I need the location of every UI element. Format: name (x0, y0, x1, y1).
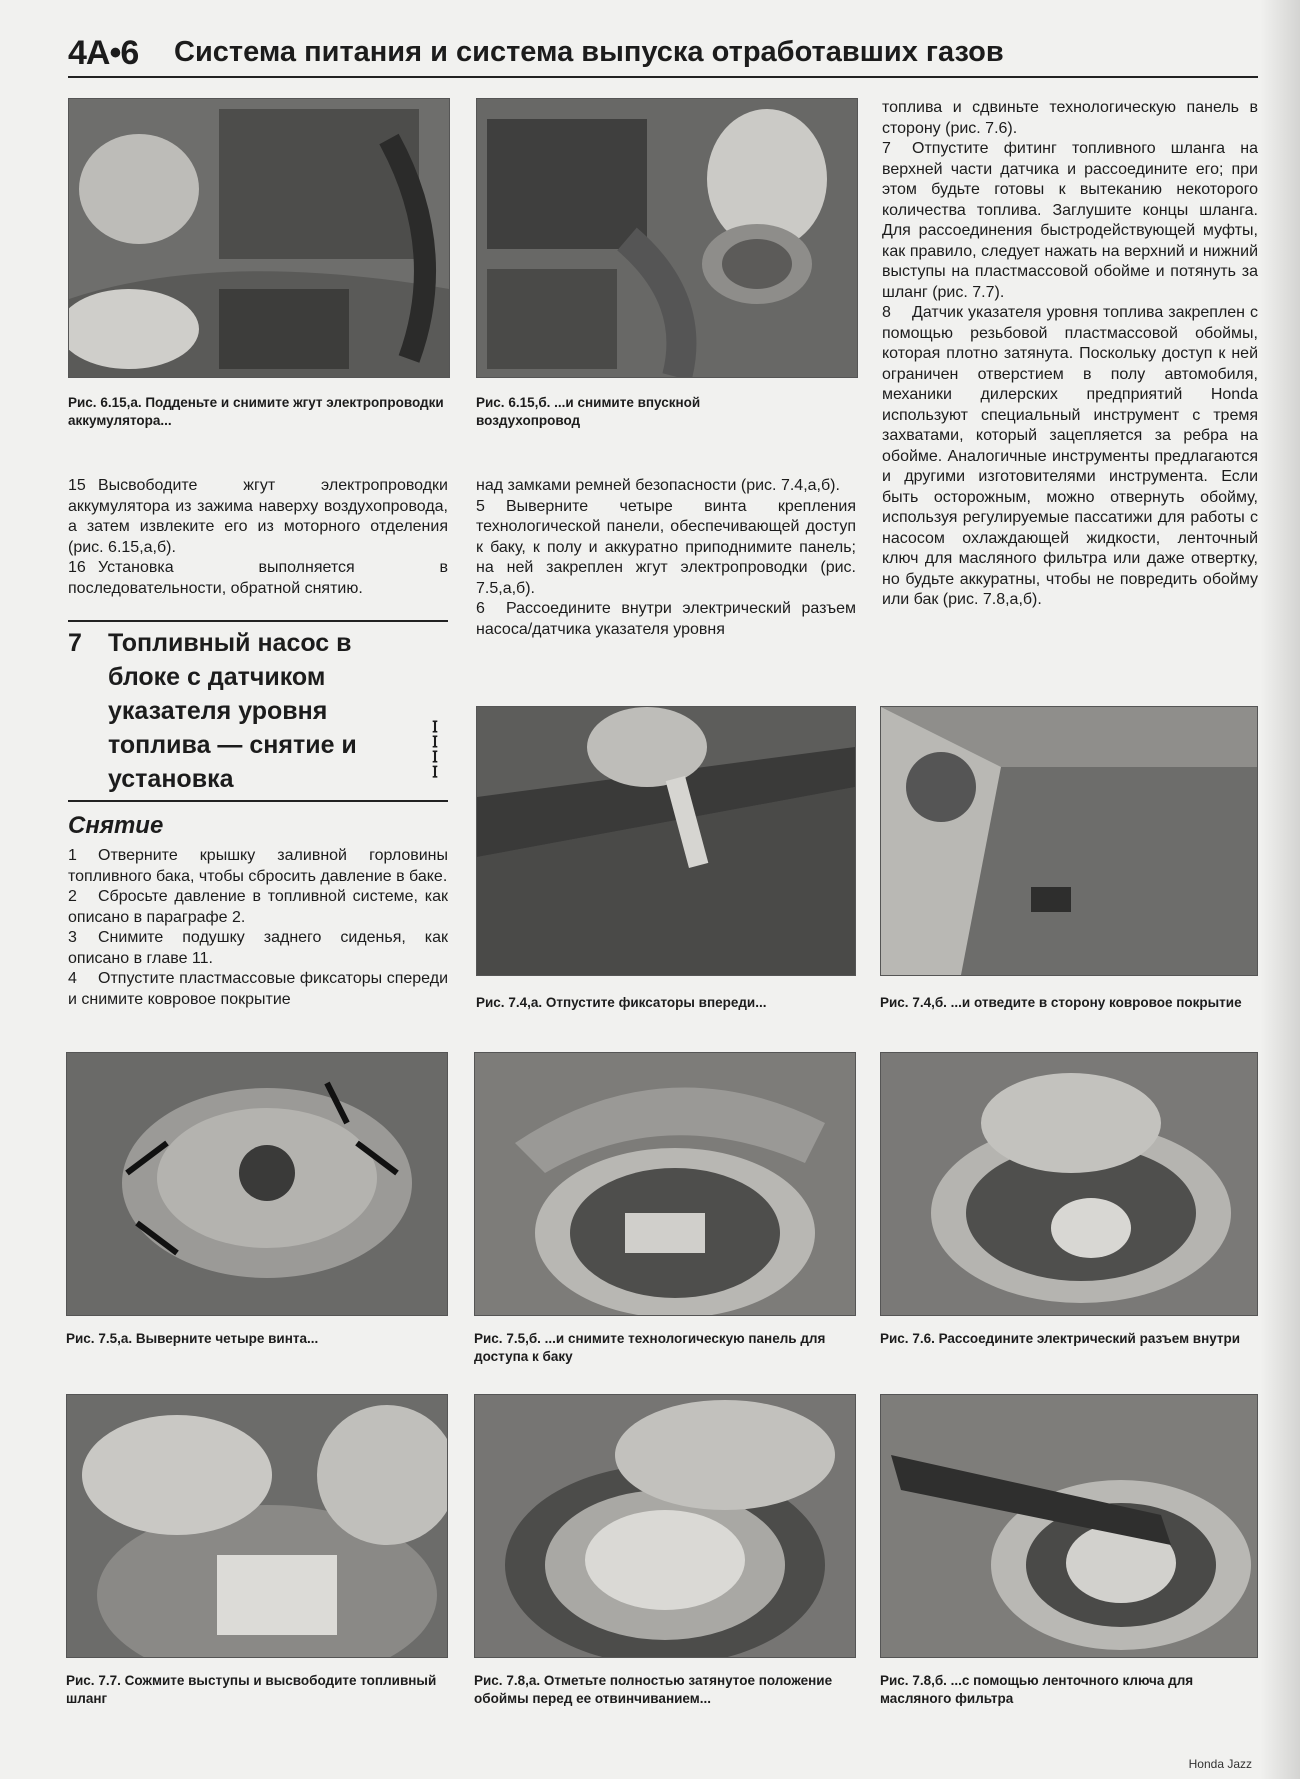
section-divider-top (68, 620, 448, 622)
step-7: Отпустите фитинг топливного шланга на верхней части датчика и рассоедините его; при этом будьте готовы к вытеканию некоторого количества топлива. Заглушите концы шланга. Для рассоединения быстродействующей муфты, как правило, следует нажать на верхний и нижний выступы на пластмассовой обойме и потянуть за шланг (рис. 7.7). (882, 140, 1258, 301)
section-title: Топливный насос в блоке с датчиком указателя уровня топлива — снятие и установка (108, 629, 357, 793)
step-1: Отверните крышку заливной горловины топливного бака, чтобы сбросить давление в баке. (68, 847, 448, 885)
step-number: 16 (68, 559, 86, 576)
step-number: 8 (882, 304, 891, 321)
step-number: 7 (882, 140, 891, 157)
caption-fig-6-15b: Рис. 6.15,б. ...и снимите впускной воздухопровод (476, 395, 701, 428)
footer-mark: Honda Jazz (1188, 1757, 1252, 1771)
photo-7-4b (880, 706, 1258, 976)
section-divider-bottom (68, 800, 448, 802)
photo-7-8a (474, 1394, 856, 1658)
col3-text (882, 98, 1258, 611)
step-4: Отпустите пластмассовые фиксаторы спереди и снимите ковровое покрытие (68, 970, 448, 1008)
step-2: Сбросьте давление в топливной системе, как описано в параграфе 2. (68, 888, 448, 926)
caption-fig-7-7: Рис. 7.7. Сожмите выступы и высвободите топливный шланг (66, 1673, 437, 1706)
caption-fig-6-15a: Рис. 6.15,а. Подденьте и снимите жгут электропроводки аккумулятора... (68, 395, 444, 428)
caption-fig-7-4a: Рис. 7.4,а. Отпустите фиксаторы впереди... (476, 995, 767, 1010)
photo-7-6 (880, 1052, 1258, 1316)
photo-7-4a (476, 706, 856, 976)
caption-fig-7-4b: Рис. 7.4,б. ...и отведите в сторону ковровое покрытие (880, 995, 1242, 1010)
photo-7-7 (66, 1394, 448, 1658)
col1-text-top (68, 476, 448, 599)
caption-fig-7-5a: Рис. 7.5,а. Выверните четыре винта... (66, 1331, 319, 1346)
step-6-continued: топлива и сдвиньте технологическую панель в сторону (рис. 7.6). (882, 99, 1258, 137)
subheading-removal: Снятие (68, 812, 164, 839)
page-header (68, 30, 1258, 78)
step-6: Рассоедините внутри электрический разъем насоса/датчика указателя уровня (476, 600, 856, 638)
photo-7-8b (880, 1394, 1258, 1658)
step-number: 6 (476, 600, 485, 617)
photo-6-15b (476, 98, 858, 378)
step-number: 4 (68, 970, 77, 987)
step-number: 2 (68, 888, 77, 905)
caption-fig-7-8a: Рис. 7.8,а. Отметьте полностью затянутое положение обоймы перед ее отвинчиванием... (474, 1673, 833, 1706)
section-number: 7 (68, 629, 82, 657)
col2-text (476, 476, 856, 640)
difficulty-icon: ꟷꟷꟷꟷ (425, 720, 442, 781)
photo-7-5a (66, 1052, 448, 1316)
step-16: Установка выполняется в последовательности, обратной снятию. (68, 559, 448, 597)
col1-steps (68, 846, 448, 1010)
page-title: Система питания и система выпуска отработавших газов (174, 36, 1004, 68)
photo-6-15a (68, 98, 450, 378)
caption-fig-7-5b: Рис. 7.5,б. ...и снимите технологическую панель для доступа к баку (474, 1331, 826, 1364)
step-number: 3 (68, 929, 77, 946)
step-3: Снимите подушку заднего сиденья, как описано в главе 11. (68, 929, 448, 967)
step-5: Выверните четыре винта крепления технологической панели, обеспечивающей доступ к баку, к полу и аккуратно приподнимите панель; на ней закреплен жгут электропроводки (рис. 7.5,а,б). (476, 497, 856, 597)
step-number: 1 (68, 847, 77, 864)
photo-7-5b (474, 1052, 856, 1316)
step-8: Датчик указателя уровня топлива закреплен с помощью резьбовой пластмассовой обоймы, которая плотно затянута. Поскольку доступ к ней ограничен отверстием в полу автомобиля, механики дилерских предприятий Honda используют специальный инструмент с тремя захватами, который зацепляется за ребра на обойме. Аналогичные инструменты предлагаются и другими изготовителями инструмента. Если быть осторожным, можно отвернуть обойму, используя регулируемые пассатижи для работы с насосом охлаждающей жидкости, ленточный ключ для масляного фильтра или даже отвертку, но будьте аккуратны, чтобы не повредить обойму или бак (рис. 7.8,а,б). (882, 304, 1258, 608)
step-15: Высвободите жгут электропроводки аккумулятора из зажима наверху воздухопровода, а затем извлеките его из моторного отделения (рис. 6.15,а,б). (68, 477, 448, 556)
page-edge-shadow (1260, 0, 1300, 1779)
step-number: 5 (476, 497, 485, 515)
caption-fig-7-8b: Рис. 7.8,б. ...с помощью ленточного ключа для масляного фильтра (880, 1673, 1194, 1706)
step-4-continued: над замками ремней безопасности (рис. 7.4,а,б). (476, 477, 840, 494)
step-number: 15 (68, 477, 86, 494)
caption-fig-7-6: Рис. 7.6. Рассоедините электрический разъем внутри (880, 1331, 1241, 1346)
page-number: 4A•6 (68, 34, 139, 72)
